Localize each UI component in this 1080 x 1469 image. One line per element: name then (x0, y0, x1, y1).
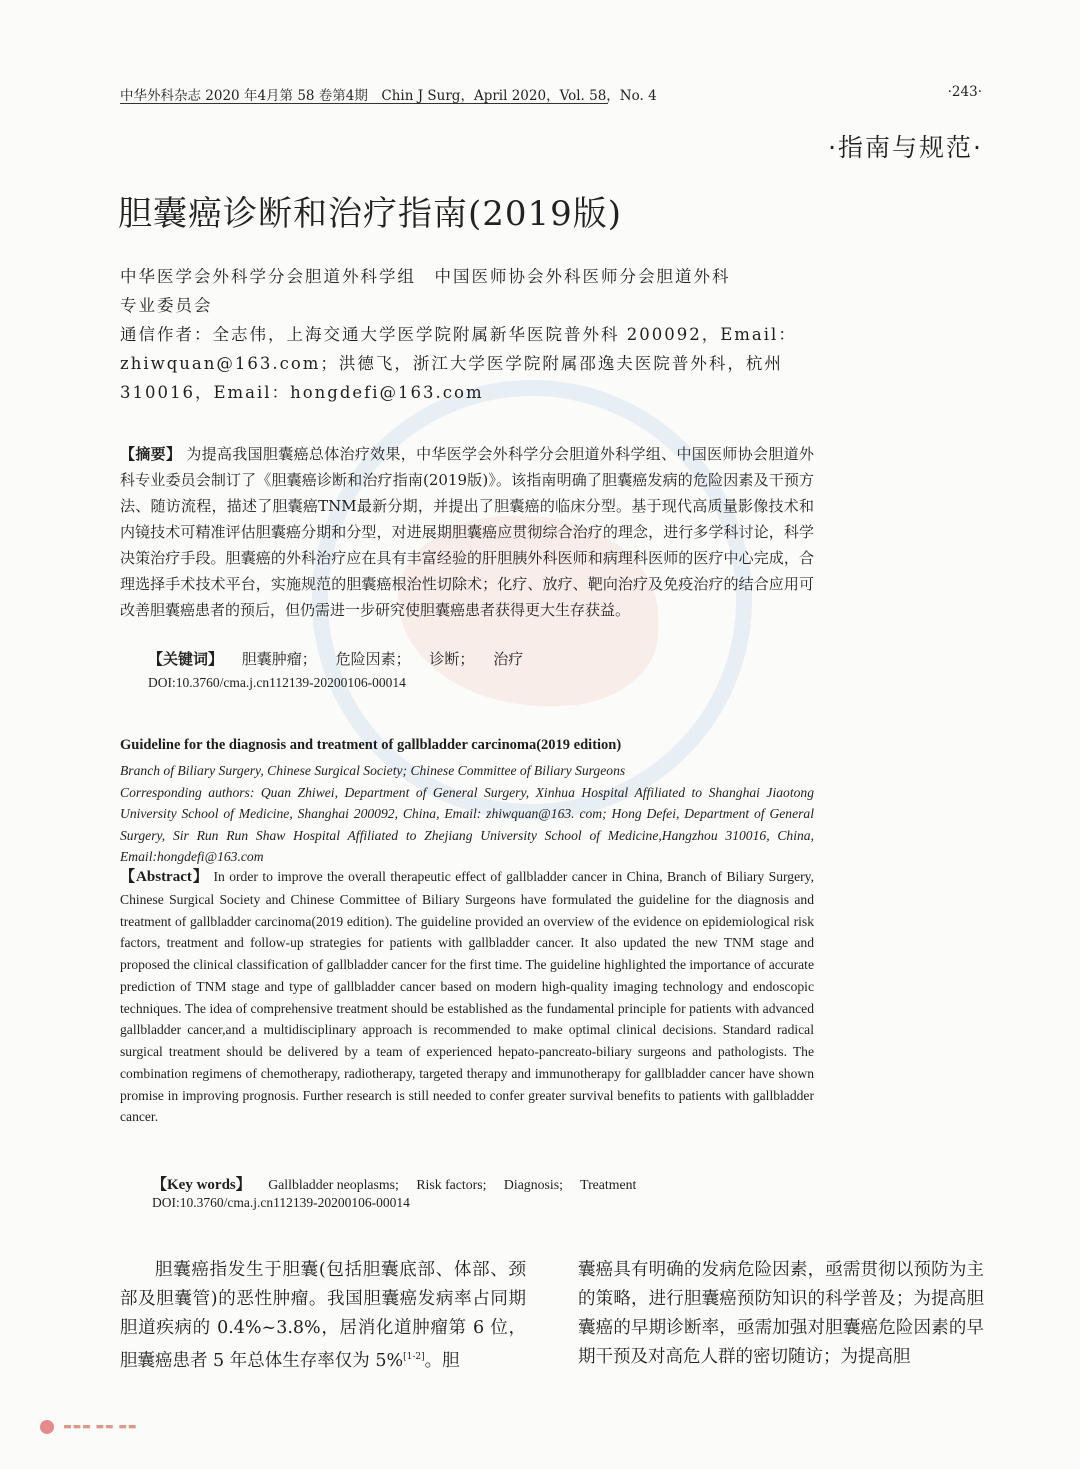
column-label: ·指南与规范· (828, 133, 983, 162)
keyword-en: Risk factors; (416, 1177, 487, 1192)
abstract-cn-label: 【摘要】 (120, 445, 182, 463)
abstract-en-text: In order to improve the overall therapeutic effect of gallbladder cancer in China, Branch of Biliary Surgery, Chinese Surgical Society and Chinese Committee of Biliary Surgeons have formulated the guideline for the diagnosis and treatment of gallbladder carcinoma(2019 edition). The guideline provided an overview of the evidence on epidemiological risk factors, treatment and follow-up strategies for patients with gallbladder cancer. It also updated the new TNM stage and proposed the clinical classification of gallbladder cancer for the first time. The guideline highlighted the importance of accurate prediction of TNM stage and type of gallbladder cancer based on modern high-quality imaging technology and endoscopic techniques. The idea of comprehensive treatment should be established as the fundamental principle for patients with advanced gallbladder cancer,and a multidisciplinary approach is recommended to make optimal clinical decisions. Standard radical surgical treatment should be delivered by a team of experienced hepato-pancreato-biliary surgeons and pathologists. The combination regimens of chemotherapy, radiotherapy, targeted therapy and immunotherapy for gallbladder cancer have shown promise in improving prognosis. Further research is still needed to confer greater survival benefits to patients with gallbladder cancer. (120, 869, 814, 1125)
keywords-cn-label: 【关键词】 (148, 650, 224, 668)
keyword-cn: 诊断； (429, 650, 475, 668)
body-left-text: 胆囊癌指发生于胆囊(包括胆囊底部、体部、颈部及胆囊管)的恶性肿瘤。我国胆囊癌发病率占同期胆道疾病的 0.4%~3.8%，居消化道肿瘤第 6 位，胆囊癌患者 5 年总体生存率仅为 5% (120, 1260, 526, 1371)
publisher-logo-text: ▬▬▬ ▬▬ ▬▬ (63, 1421, 138, 1432)
body-column-left (120, 1256, 526, 1376)
author-line-1: 中华医学会外科学分会胆道外科学组 中国医师协会外科医师分会胆道外科 (120, 267, 731, 286)
english-title: Guideline for the diagnosis and treatment of gallbladder carcinoma(2019 edition) (120, 737, 622, 753)
doi-cn: DOI:10.3760/cma.j.cn112139-20200106-00014 (148, 675, 406, 690)
author-block (120, 262, 820, 407)
keyword-cn: 治疗 (493, 650, 524, 668)
abstract-cn-text: 为提高我国胆囊癌总体治疗效果，中华医学会外科学分会胆道外科学组、中国医师协会胆道外科专业委员会制订了《胆囊癌诊断和治疗指南(2019版)》。该指南明确了胆囊癌发病的危险因素及干预方法、随访流程，描述了胆囊癌TNM最新分期，并提出了胆囊癌的临床分型。基于现代高质量影像技术和内镜技术可精准评估胆囊癌分期和分型，对进展期胆囊癌应贯彻综合治疗的理念，进行多学科讨论，科学决策治疗手段。胆囊癌的外科治疗应在具有丰富经验的肝胆胰外科医师和病理科医师的医疗中心完成，合理选择手术技术平台，实施规范的胆囊癌根治性切除术；化疗、放疗、靶向治疗及免疫治疗的结合应用可改善胆囊癌患者的预后，但仍需进一步研究使胆囊癌患者获得更大生存获益。 (120, 445, 814, 619)
keywords-cn (148, 648, 537, 669)
english-affiliations (120, 760, 814, 868)
english-branch: Branch of Biliary Surgery, Chinese Surgical Society; Chinese Committee of Biliary Surgeons (120, 763, 626, 778)
citation-ref[interactable]: [1-2] (403, 1352, 425, 1362)
keyword-en: Gallbladder neoplasms; (268, 1177, 399, 1192)
correspondence: 通信作者：全志伟，上海交通大学医学院附属新华医院普外科 200092，Email：zhiwquan@163.com；洪德飞，浙江大学医学院附属邵逸夫医院普外科，杭州 310016，Email：hongdefi@163.com (120, 325, 797, 402)
doi-en: DOI:10.3760/cma.j.cn112139-20200106-00014 (152, 1195, 410, 1210)
author-line-2: 专业委员会 (120, 296, 213, 315)
article-title: 胆囊癌诊断和治疗指南(2019版) (118, 194, 623, 234)
body-column-right: 囊癌具有明确的发病危险因素，亟需贯彻以预防为主的策略，进行胆囊癌预防知识的科学普及；为提高胆囊癌的早期诊断率，亟需加强对胆囊癌危险因素的早期干预及对高危人群的密切随访；为提高胆 (578, 1260, 984, 1367)
abstract-en-label: 【Abstract】 (120, 869, 209, 885)
english-corresponding: Corresponding authors: Quan Zhiwei, Department of General Surgery, Xinhua Hospital Affiliated to Shanghai Jiaotong University School of Medicine, Shanghai 200092, China, Email: zhiwquan@163. com; Hong Defei, Department of General Surgery, Sir Run Run Shaw Hospital Affiliated to Zhejiang University School of Medicine,Hangzhou 310016, China, Email:hongdefi@163.com (120, 784, 814, 865)
keywords-en (152, 1173, 650, 1194)
footer-logo (40, 1416, 137, 1435)
keyword-cn: 危险因素； (335, 650, 411, 668)
journal-header: 中华外科杂志 2020 年4月第 58 卷第4期 Chin J Surg，April 2020，Vol. 58，No. 4 (120, 88, 657, 104)
abstract-en (120, 866, 814, 1128)
keywords-en-label: 【Key words】 (152, 1177, 251, 1193)
keyword-en: Diagnosis; (503, 1177, 563, 1192)
abstract-cn (120, 441, 814, 623)
body-left-tail: 。胆 (424, 1350, 460, 1371)
keyword-cn: 胆囊肿瘤； (241, 650, 317, 668)
header-divider (120, 103, 608, 104)
page-number: ·243· (947, 84, 982, 100)
publisher-seal-icon (40, 1420, 54, 1434)
keyword-en: Treatment (580, 1177, 637, 1192)
